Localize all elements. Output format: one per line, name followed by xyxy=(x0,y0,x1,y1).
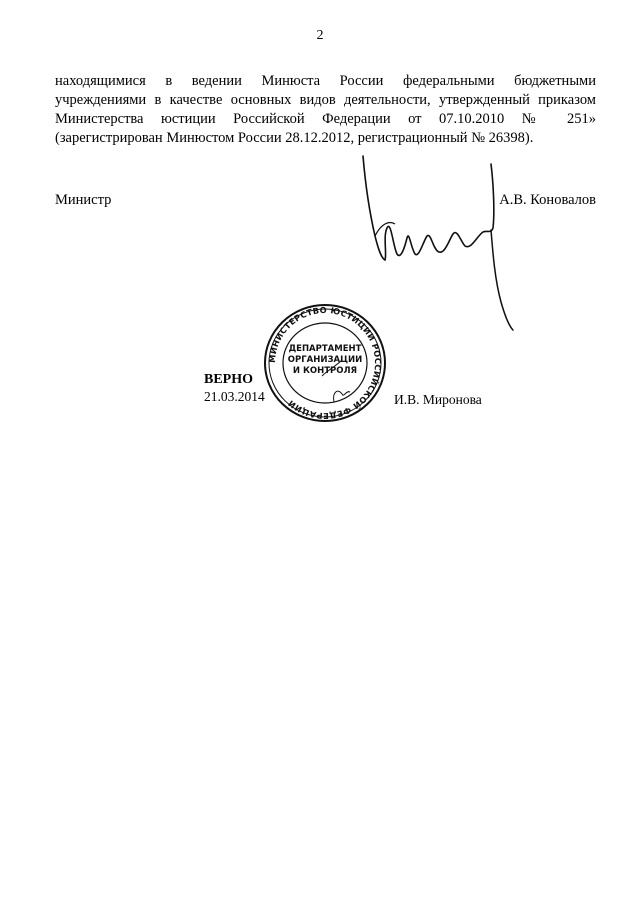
verifier-name: И.В. Миронова xyxy=(394,392,482,407)
seal-image xyxy=(262,302,388,424)
paragraph-line-4: (зарегистрирован Минюстом России 28.12.2012, регистрационный № 26398). xyxy=(55,130,534,146)
page-number: 2 xyxy=(316,28,324,43)
body-paragraph xyxy=(55,72,596,148)
seal-ring-text: МИНИСТЕРСТВО ЮСТИЦИИ РОССИЙСКОЙ ФЕДЕРАЦИИ xyxy=(266,304,384,422)
minister-title: Министр xyxy=(55,192,112,208)
seal-line-1: ДЕПАРТАМЕНТ xyxy=(288,344,362,354)
seal-line-3: И КОНТРОЛЯ xyxy=(292,366,358,376)
paragraph-line-2: учреждениями в качестве основных видов деятельности, утвержденный приказом xyxy=(55,92,596,108)
paragraph-line-3: Министерства юстиции Российской Федерации от 07.10.2010 № 251» xyxy=(55,111,596,127)
minister-name: А.В. Коновалов xyxy=(499,192,596,208)
paragraph-line-1: находящимися в ведении Минюста России федеральными бюджетными xyxy=(55,73,596,89)
seal-line-2: ОРГАНИЗАЦИИ xyxy=(287,355,363,365)
certification-date: 21.03.2014 xyxy=(204,389,265,404)
certification-label: ВЕРНО xyxy=(204,372,254,387)
